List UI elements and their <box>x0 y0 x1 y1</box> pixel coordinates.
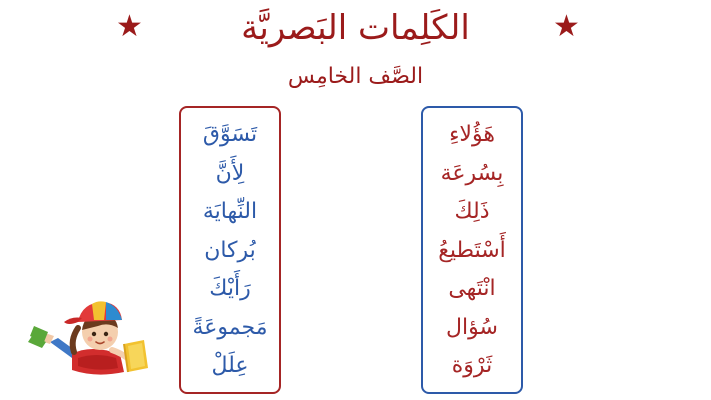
page-title: الكَلِمات البَصريَّة <box>241 8 470 48</box>
list-item: أَسْتَطيعُ <box>438 237 506 263</box>
list-item: النِّهايَة <box>202 199 258 224</box>
girl-reading-book-icon <box>20 292 162 380</box>
page-subtitle: الصَّف الخامِس <box>287 64 424 89</box>
list-item: مَجموعَةً <box>192 314 268 340</box>
list-item: ذَلِكَ <box>454 199 490 224</box>
list-item: لِأَنَّ <box>215 160 245 186</box>
list-item: هَؤُلاءِ <box>449 122 495 147</box>
star-icon: ★ <box>553 9 580 44</box>
list-item: عِلَلْ <box>211 353 249 378</box>
right-word-list <box>421 106 523 394</box>
star-icon: ★ <box>116 9 143 44</box>
list-item: تَسَوَّقَ <box>202 122 258 147</box>
list-item: سُؤال <box>446 314 498 340</box>
list-item: ثَرْوَة <box>451 353 493 378</box>
list-item: رَأَيْكَ <box>209 276 251 301</box>
list-item: انْتَهى <box>448 276 496 301</box>
list-item: بُركان <box>204 237 256 263</box>
left-word-list <box>179 106 281 394</box>
list-item: بِسُرعَة <box>440 160 504 186</box>
